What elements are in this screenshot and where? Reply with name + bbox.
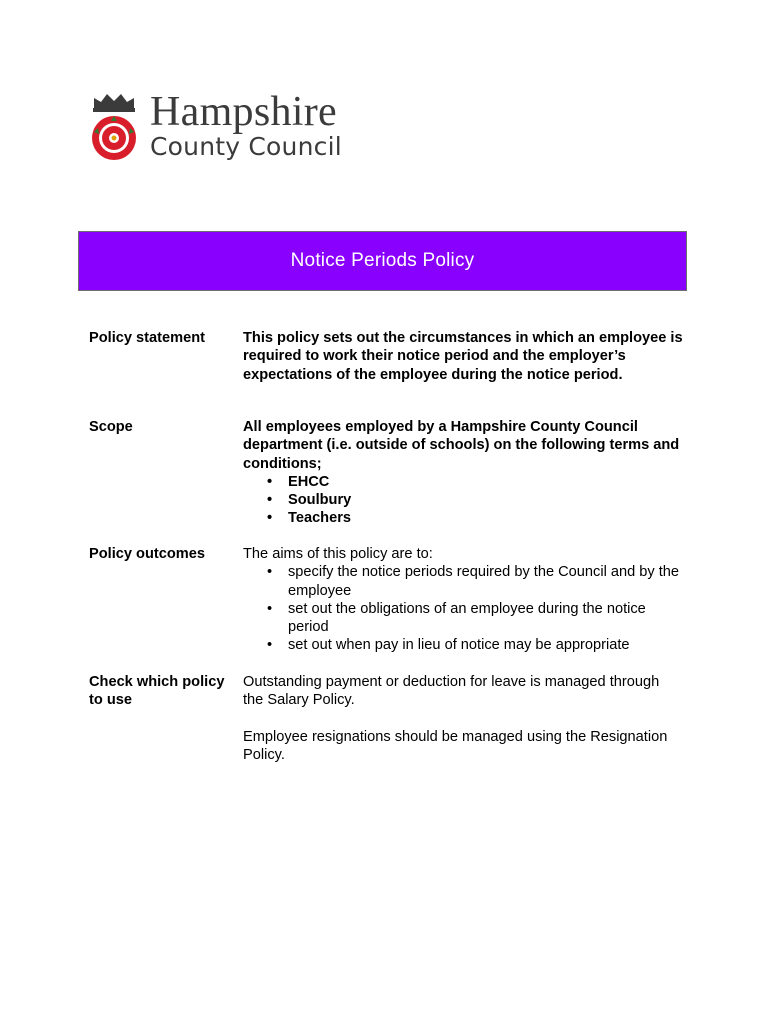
section-text: This policy sets out the circumstances in which an employee is required to work their notice period and the employer’s expectations of the employee during the notice period. — [243, 330, 683, 383]
list-item: • Soulbury — [243, 491, 683, 509]
list-item: • Teachers — [243, 509, 683, 527]
council-logo — [88, 90, 348, 165]
title-banner — [78, 231, 687, 291]
outcomes-list — [243, 563, 683, 654]
section-label: Policy statement — [89, 330, 205, 346]
hampshire-rose-crown-icon — [88, 90, 140, 165]
section-label: Policy outcomes — [89, 546, 205, 562]
list-item: • specify the notice periods required by the Council and by the employee — [243, 563, 683, 600]
section-text: All employees employed by a Hampshire County Council department (i.e. outside of schools) on the following terms and conditions; — [243, 419, 680, 472]
section-paragraph: Outstanding payment or deduction for leave is managed through the Salary Policy. — [243, 674, 660, 709]
logo-text-county-council: County Council — [150, 132, 342, 161]
section-paragraph: Employee resignations should be managed using the Resignation Policy. — [243, 728, 668, 763]
page-title: Notice Periods Policy — [290, 250, 475, 271]
section-label: Scope — [89, 419, 133, 435]
section-intro: The aims of this policy are to: — [243, 546, 433, 562]
logo-text-hampshire: Hampshire — [150, 89, 337, 135]
scope-list — [243, 473, 683, 528]
list-item: • set out the obligations of an employee during the notice period — [243, 600, 683, 637]
list-item: • EHCC — [243, 473, 683, 491]
list-item: • set out when pay in lieu of notice may be appropriate — [243, 636, 683, 654]
section-label: Check which policy to use — [89, 674, 225, 709]
